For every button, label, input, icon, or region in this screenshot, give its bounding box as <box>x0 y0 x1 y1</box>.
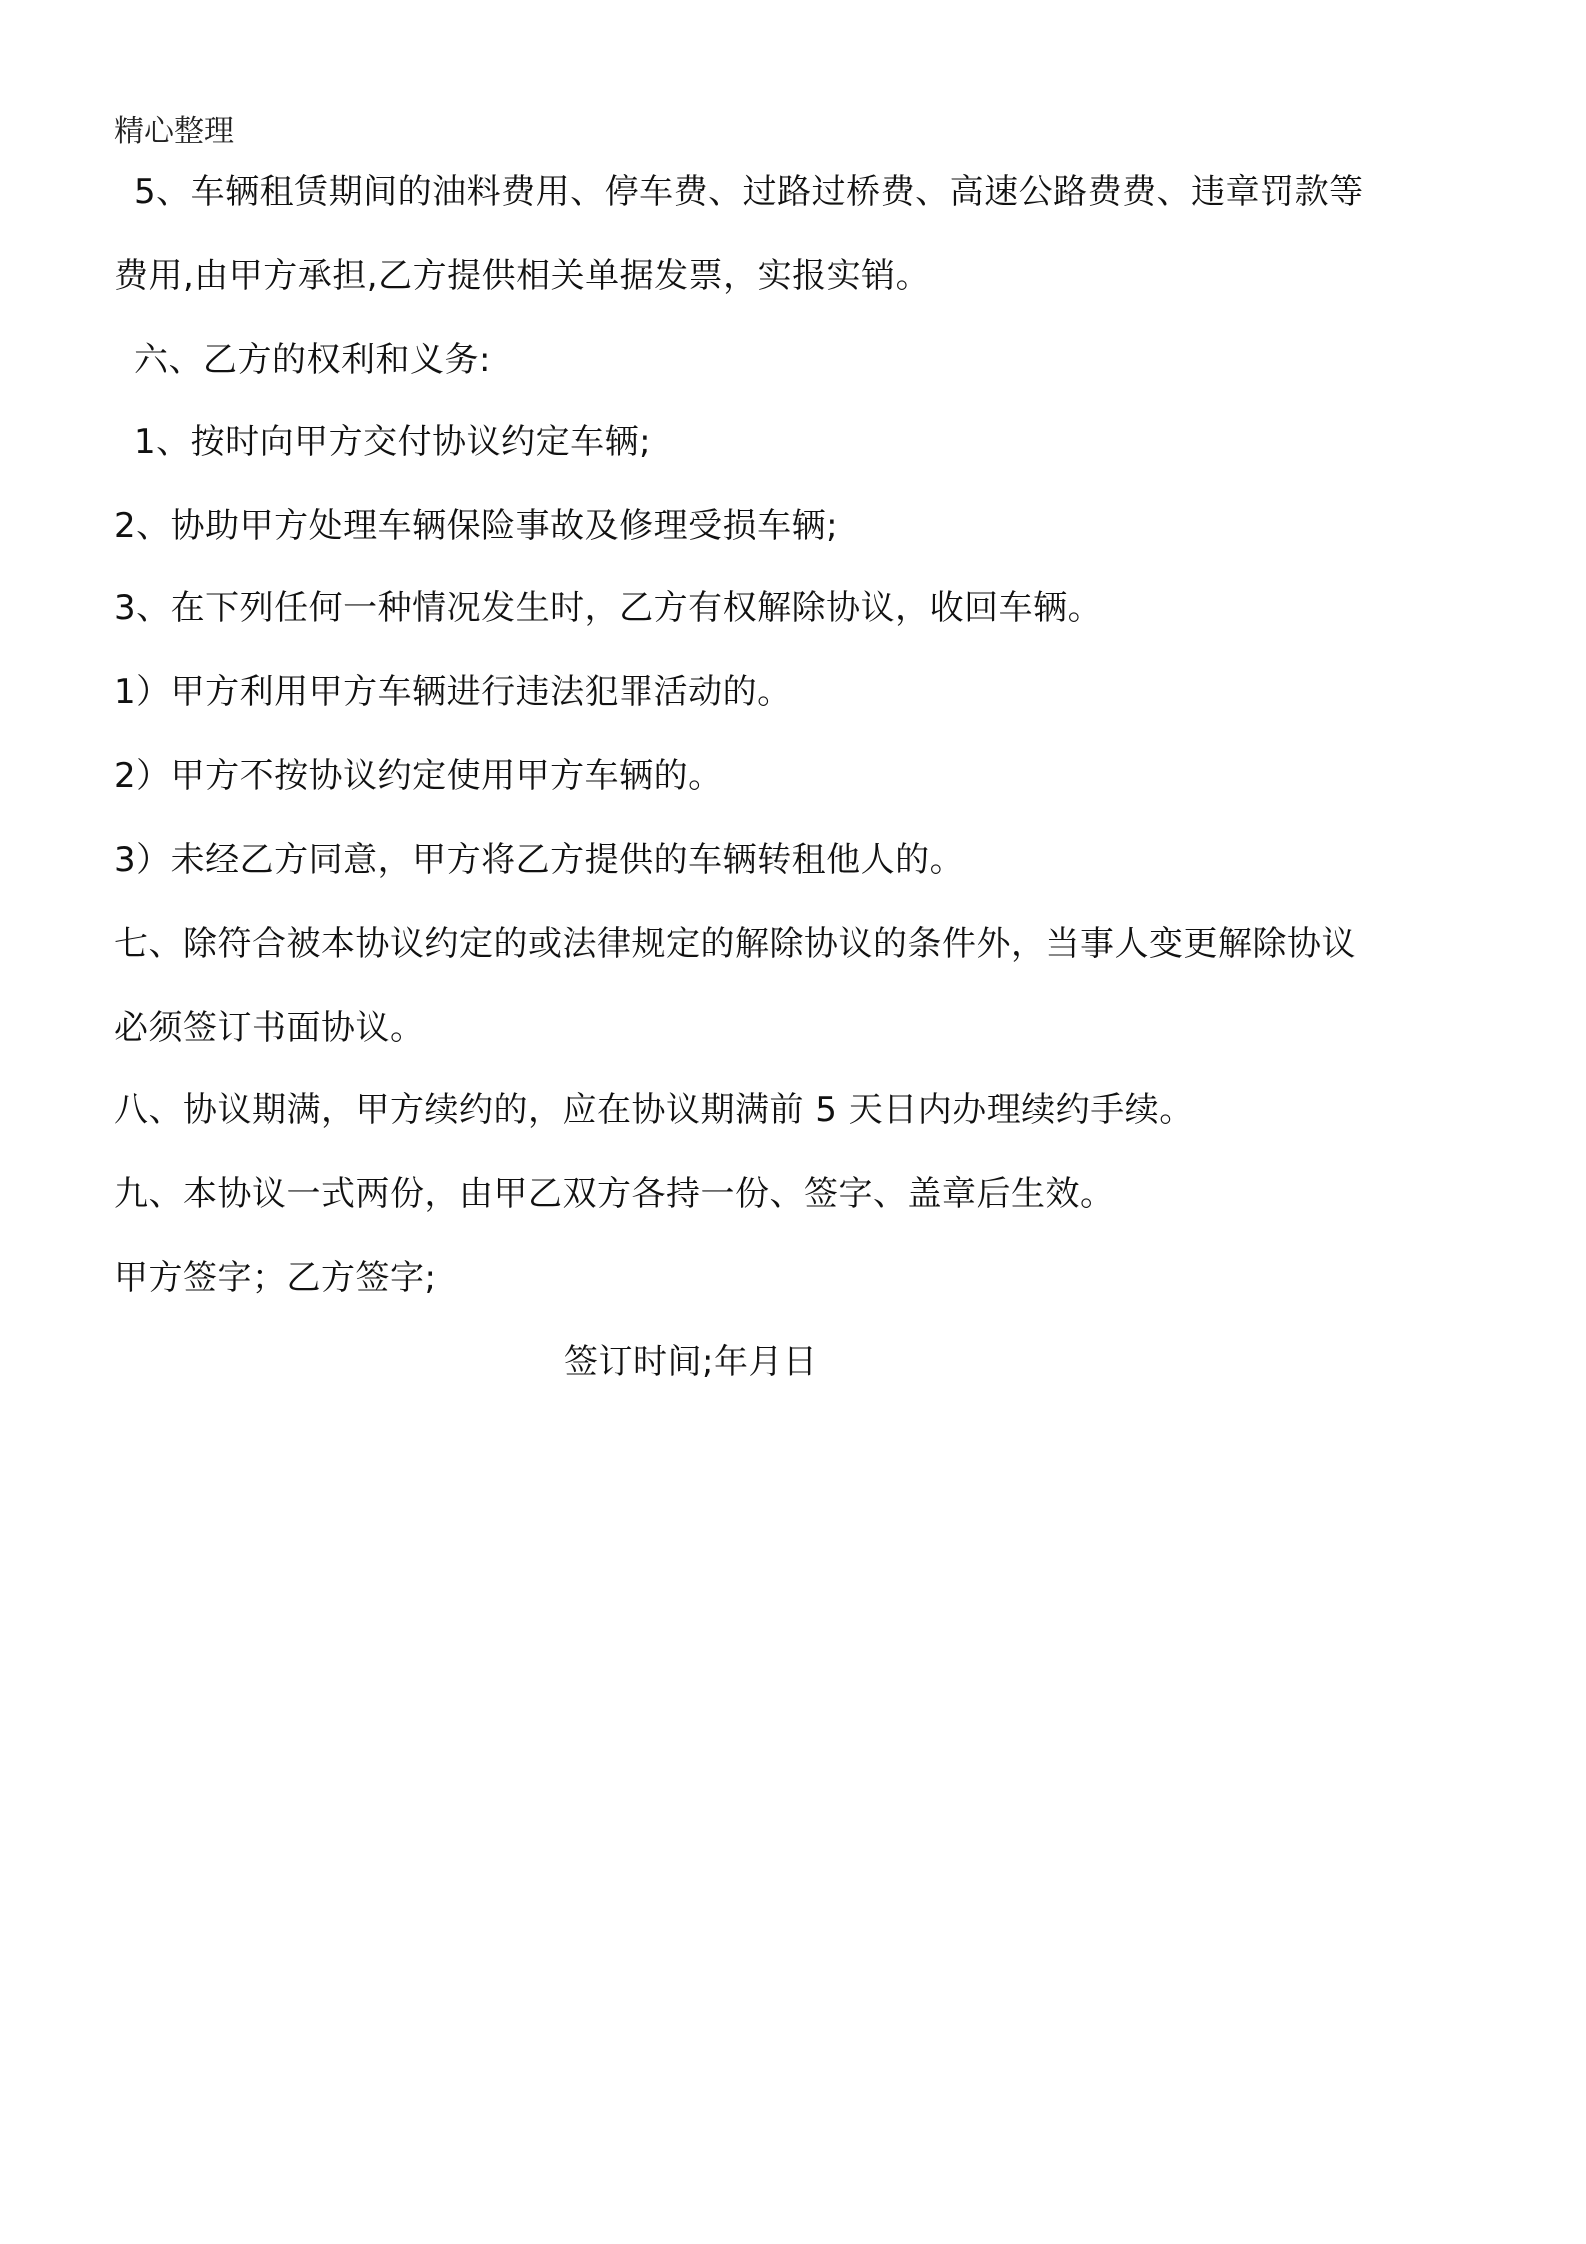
signing-date: 签订时间;年月日 <box>564 1342 818 1382</box>
section-6-item-3: 3、在下列任何一种情况发生时，乙方有权解除协议，收回车辆。 <box>114 588 1103 628</box>
section-6-sub-3: 3）未经乙方同意，甲方将乙方提供的车辆转租他人的。 <box>114 840 965 880</box>
clause-5-line-2: 费用,由甲方承担,乙方提供相关单据发票，实报实销。 <box>114 256 931 296</box>
clause-5-line-1: 5、车辆租赁期间的油料费用、停车费、过路过桥费、高速公路费费、违章罚款等 <box>134 172 1364 212</box>
header-note: 精心整理 <box>114 114 234 149</box>
section-6-sub-2: 2）甲方不按协议约定使用甲方车辆的。 <box>114 756 723 796</box>
section-8: 八、协议期满，甲方续约的，应在协议期满前 5 天日内办理续约手续。 <box>114 1090 1194 1130</box>
section-7-line-2: 必须签订书面协议。 <box>114 1008 425 1048</box>
section-6-item-2: 2、协助甲方处理车辆保险事故及修理受损车辆; <box>114 506 839 546</box>
signature-line: 甲方签字；乙方签字; <box>114 1258 437 1298</box>
section-7-line-1: 七、除符合被本协议约定的或法律规定的解除协议的条件外，当事人变更解除协议 <box>114 924 1356 964</box>
section-6-sub-1: 1）甲方利用甲方车辆进行违法犯罪活动的。 <box>114 672 792 712</box>
section-6-item-1: 1、按时向甲方交付协议约定车辆; <box>134 422 652 462</box>
section-9: 九、本协议一式两份，由甲乙双方各持一份、签字、盖章后生效。 <box>114 1174 1115 1214</box>
section-6-title: 六、乙方的权利和义务: <box>134 340 491 380</box>
